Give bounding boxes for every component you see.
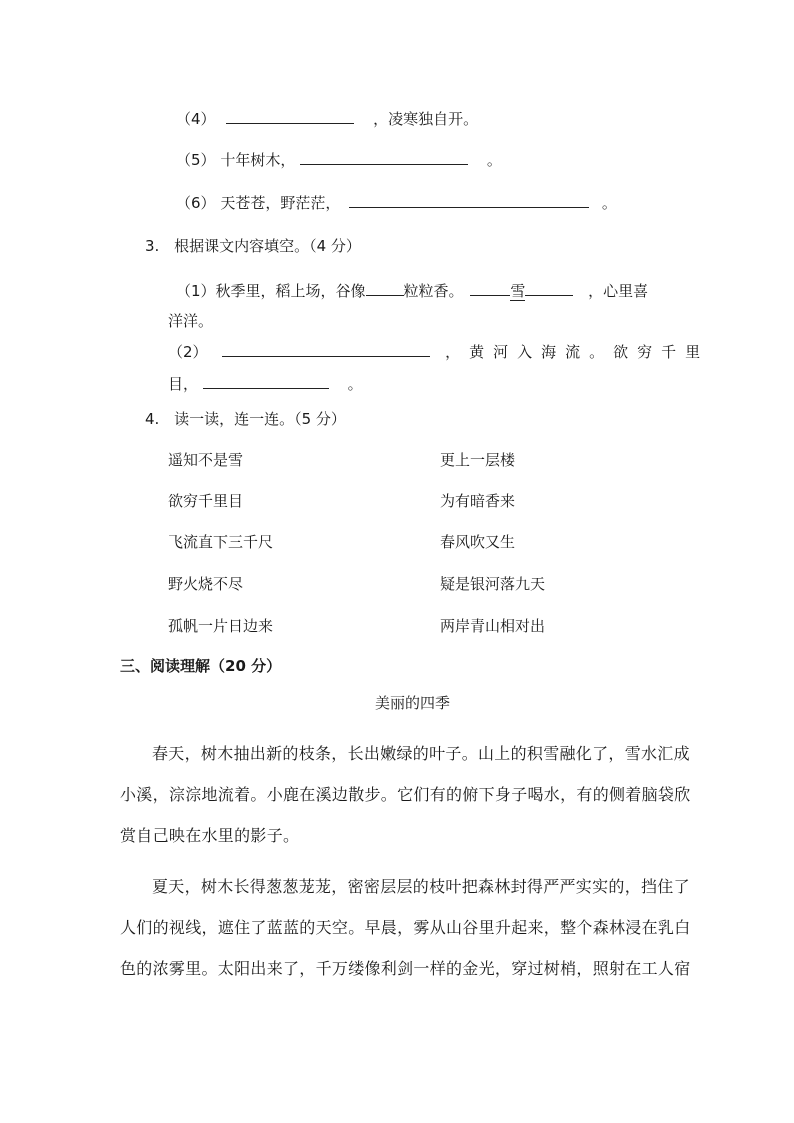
answer-blank[interactable]	[300, 149, 468, 165]
match-right-item[interactable]: 疑是银河落九天	[440, 575, 546, 593]
poem-text: 十年树木，	[220, 151, 296, 169]
passage-line: 人们的视线，遮住了蓝蓝的天空。早晨，雾从山谷里升起来，整个森林浸在乳白	[120, 918, 691, 937]
q2-item-5	[176, 149, 502, 170]
answer-blank[interactable]	[226, 108, 354, 124]
answer-blank[interactable]	[203, 373, 329, 389]
match-left-item[interactable]: 遥知不是雪	[168, 451, 244, 469]
poem-text: 天苍苍，野茫茫，	[220, 194, 341, 212]
passage-line: 小溪，淙淙地流着。小鹿在溪边散步。它们有的俯下身子喝水，有的侧着脑袋欣	[120, 785, 691, 804]
blank-hint-char: 雪	[510, 282, 526, 300]
passage-line: 色的浓雾里。太阳出来了，千万缕像利剑一样的金光，穿过树梢，照射在工人宿	[120, 959, 691, 978]
answer-blank[interactable]	[349, 192, 589, 208]
part-text: 洋洋。	[168, 312, 214, 330]
question-number: 3.	[145, 237, 160, 255]
match-left-item[interactable]: 野火烧不尽	[168, 575, 244, 593]
q4-heading	[145, 409, 346, 429]
q3-part-1-wrap	[168, 311, 213, 331]
item-number: （4）	[176, 110, 216, 128]
q3-part-2	[168, 341, 709, 362]
match-right-item[interactable]: 更上一层楼	[440, 451, 516, 469]
q3-part-2-wrap	[168, 373, 363, 394]
answer-blank[interactable]	[222, 341, 430, 357]
part-text: ，心里喜	[588, 282, 649, 300]
match-right-item[interactable]: 春风吹又生	[440, 533, 516, 551]
answer-blank[interactable]	[470, 280, 510, 296]
match-left-item[interactable]: 欲穷千里目	[168, 492, 244, 510]
passage-line: 赏自己映在水里的影子。	[120, 826, 300, 845]
q2-item-4	[176, 108, 478, 129]
q3-part-1	[176, 280, 648, 301]
poem-text: ，凌寒独自开。	[373, 110, 479, 128]
match-right-item[interactable]: 为有暗香来	[440, 492, 516, 510]
passage-line: 春天，树木抽出新的枝条，长出嫩绿的叶子。山上的积雪融化了，雪水汇成	[152, 744, 690, 763]
match-left-item[interactable]: 孤帆一片日边来	[168, 617, 274, 635]
part-text: 目，	[168, 375, 199, 393]
passage-title: 美丽的四季	[375, 694, 451, 712]
q2-item-6	[176, 192, 617, 213]
part-text: ，黄河入海流。欲穷千里	[445, 343, 710, 361]
part-number: （2）	[168, 343, 208, 361]
poem-text-end: 。	[486, 151, 502, 169]
q3-heading	[145, 236, 361, 256]
answer-blank[interactable]	[525, 280, 573, 296]
passage-line: 夏天，树木长得葱葱茏茏，密密层层的枝叶把森林封得严严实实的，挡住了	[152, 877, 690, 896]
part-text: 粒粒香。	[403, 282, 464, 300]
question-text: 根据课文内容填空。（4 分）	[174, 237, 361, 255]
item-number: （5）	[176, 151, 216, 169]
poem-text-end: 。	[601, 194, 617, 212]
question-number: 4.	[145, 410, 160, 428]
section-heading: 三、阅读理解（20 分）	[120, 657, 282, 675]
part-text: （1）秋季里，稻上场，谷像	[176, 282, 366, 300]
item-number: （6）	[176, 194, 216, 212]
question-text: 读一读，连一连。（5 分）	[174, 410, 346, 428]
match-left-item[interactable]: 飞流直下三千尺	[168, 533, 274, 551]
answer-blank[interactable]	[366, 280, 404, 296]
match-right-item[interactable]: 两岸青山相对出	[440, 617, 546, 635]
part-text-end: 。	[347, 375, 363, 393]
